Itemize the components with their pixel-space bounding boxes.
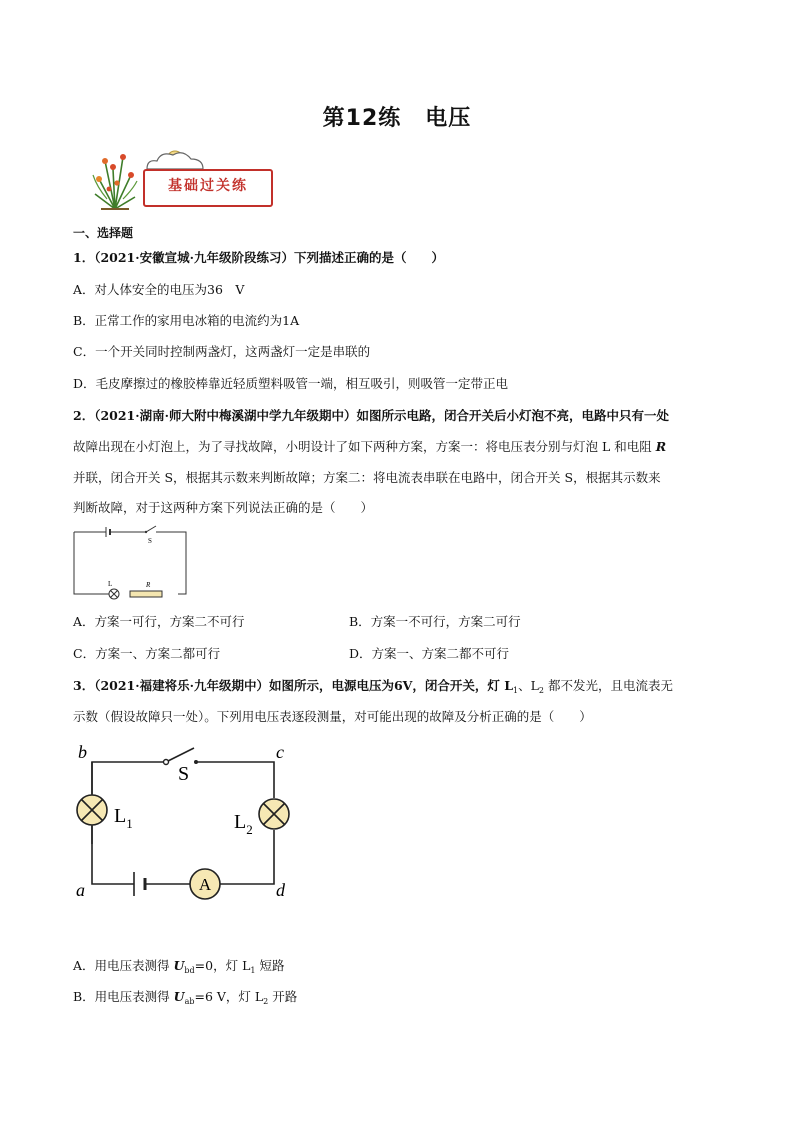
q3-b-sub2: 2 xyxy=(263,997,269,1006)
q3-b-U: U xyxy=(173,989,185,1004)
q3-b-pre: B．用电压表测得 xyxy=(73,989,174,1004)
q3-lamp2-icon xyxy=(259,799,289,829)
q3-lamp1-icon xyxy=(77,795,107,825)
title-part1: 第12练 xyxy=(322,106,402,131)
q3-lamp1-letter: L xyxy=(114,805,127,827)
q3-node-a: a xyxy=(76,880,85,900)
q1-option-b: B．正常工作的家用电冰箱的电流约为1A xyxy=(73,313,300,328)
q3-a-sub2: 1 xyxy=(250,966,256,975)
q3-stem-line1-mid: 、L xyxy=(518,678,539,693)
q3-lamp1-label xyxy=(114,805,133,831)
q3-ammeter-label: A xyxy=(198,875,212,894)
q3-lamp1-sub: 1 xyxy=(126,816,133,831)
q3-node-b: b xyxy=(78,742,87,762)
q2-lamp-icon xyxy=(109,589,119,599)
q2-circuit-diagram xyxy=(70,520,190,600)
q3-b-sub: ab xyxy=(184,997,195,1006)
cloud-sun-icon xyxy=(147,151,203,169)
q2-stem-line2-text: 故障出现在小灯泡上，为了寻找故障，小明设计了如下两种方案，方案一：将电压表分别与灯泡 L 和电阻 xyxy=(73,439,656,454)
q2-switch-pivot xyxy=(145,531,147,533)
q3-lamp2-letter: L xyxy=(234,811,247,833)
q3-sub-2: 2 xyxy=(538,686,544,695)
q2-option-d: D．方案一、方案二都不可行 xyxy=(349,646,510,661)
q3-option-a xyxy=(73,958,284,979)
q3-switch-pivot xyxy=(164,760,169,765)
q3-node-d: d xyxy=(276,880,285,900)
q3-node-c: c xyxy=(276,742,284,762)
q1-stem: 1．（2021·安徽宣城·九年级阶段练习）下列描述正确的是（ ） xyxy=(73,250,444,265)
q3-a-mid: =0，灯 L xyxy=(194,958,251,973)
q3-switch-contact xyxy=(194,760,198,764)
q2-stem-line3: 并联，闭合开关 S，根据其示数来判断故障；方案二：将电流表串联在电路中，闭合开关 S，根据其示数来 xyxy=(73,470,661,485)
q3-circuit-diagram xyxy=(70,740,300,905)
q3-a-U: U xyxy=(173,958,185,973)
q3-a-post: 短路 xyxy=(255,958,285,973)
q1-option-a: A．对人体安全的电压为36 V xyxy=(73,282,245,297)
q2-resistor-label: R xyxy=(146,581,151,589)
section-heading: 一、选择题 xyxy=(73,226,134,240)
q3-switch-label: S xyxy=(178,763,190,785)
q1-option-d: D．毛皮摩擦过的橡胶棒靠近轻质塑料吸管一端，相互吸引，则吸管一定带正电 xyxy=(73,376,509,391)
q2-stem-line1: 2．（2021·湖南·师大附中梅溪湖中学九年级期中）如图所示电路，闭合开关后小灯泡不亮，电路中只有一处 xyxy=(73,408,669,423)
q3-stem-line1-post: 都不发光，且电流表无 xyxy=(543,678,673,693)
q2-resistor-symbol: R xyxy=(655,439,667,454)
q2-option-c: C．方案一、方案二都可行 xyxy=(73,646,221,661)
q3-stem-line1-pre: 3．（2021·福建将乐·九年级期中）如图所示，电源电压为6V，闭合开关，灯 L xyxy=(73,678,513,693)
q3-stem-line2: 示数（假设故障只一处）。下列用电压表逐段测量，对可能出现的故障及分析正确的是（ ） xyxy=(73,709,592,724)
q3-option-b xyxy=(73,989,297,1010)
q2-stem-line2 xyxy=(73,439,666,455)
title-part2: 电压 xyxy=(425,106,472,131)
q3-sub-1: 1 xyxy=(512,686,519,695)
q3-lamp2-label xyxy=(234,811,253,837)
q2-resistor xyxy=(130,591,162,597)
q2-switch-label: S xyxy=(148,537,152,545)
q3-lamp2-sub: 2 xyxy=(246,822,253,837)
banner-label: 基础过关练 xyxy=(143,169,273,207)
q2-option-a: A．方案一可行，方案二不可行 xyxy=(73,614,245,629)
q1-option-c: C．一个开关同时控制两盏灯，这两盏灯一定是串联的 xyxy=(73,344,371,359)
q3-stem-line1 xyxy=(73,678,673,699)
q2-option-b: B．方案一不可行，方案二可行 xyxy=(349,614,521,629)
q3-b-post: 开路 xyxy=(268,989,298,1004)
flower-plant-icon xyxy=(93,154,137,209)
page-title xyxy=(0,101,794,132)
q2-lamp-label: L xyxy=(108,580,113,588)
q3-a-pre: A．用电压表测得 xyxy=(73,958,174,973)
q3-b-mid: =6 V，灯 L xyxy=(194,989,264,1004)
q3-a-sub: bd xyxy=(184,966,195,975)
q2-stem-line4: 判断故障，对于这两种方案下列说法正确的是（ ） xyxy=(73,500,374,515)
